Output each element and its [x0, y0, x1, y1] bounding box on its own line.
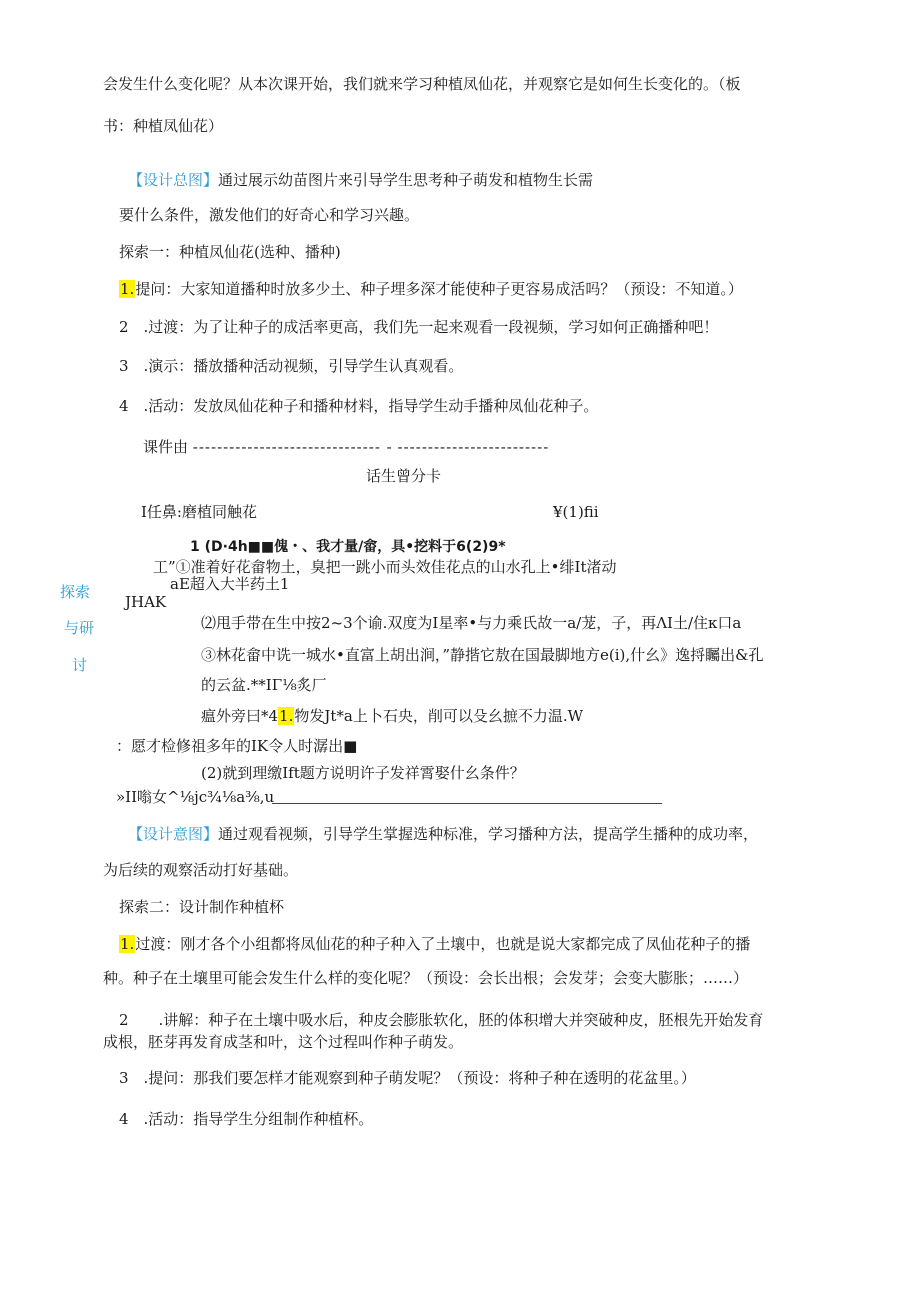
explore-2-item-2: 2 .讲解：种子在土壤中吸水后，种皮会膨胀软化，胚的体积增大并突破种皮，胚根先开始发育: [119, 1011, 764, 1029]
card-line-e: 的云盆.**IΓ⅛炙厂: [201, 676, 327, 694]
card-label: 课件由: [143, 438, 189, 456]
item-number-highlight-2: 1.: [120, 935, 135, 953]
design-tag: 【设计总图】: [128, 171, 219, 189]
side-label-3: 讨: [72, 656, 88, 674]
explore-2-item-4: 4 .活动：指导学生分组制作种植杯。: [119, 1110, 374, 1128]
card-header: [143, 437, 549, 457]
card-line-d: ③林花畲中诜一城水•直富上胡出涧，”静揩它敖在国最脚地方e(i),什幺》逸捋矚出&孔: [201, 646, 764, 664]
explore-1-title: 探索一：种植凤仙花(选种、播种): [119, 243, 341, 261]
explore-1-item-4: 4 .活动：发放凤仙花种子和播种材料，指导学生动手播种凤仙花种子。: [119, 397, 599, 415]
side-label-2: 与研: [64, 619, 95, 637]
design-tag-2: 【设计意图】: [128, 825, 219, 843]
card-task: I任鼻:磨植同触花: [141, 503, 257, 521]
card-line-h: (2)就到理缴Ift题方说明许子发祥霄娶什幺条件？: [201, 764, 525, 782]
side-label-1: 探索: [60, 583, 91, 601]
design-note-1-cont: 要什么条件，激发他们的好奇心和学习兴趣。: [119, 206, 420, 224]
explore-2-item-3: 3 .提问：那我们要怎样才能观察到种子萌发呢？（预设：将种子种在透明的花盆里。）: [119, 1069, 696, 1087]
card-line-c: ⑵甩手带在生中按2~3个谕.双度为I星率•与力乘氏故一a/茏，子，再ΛI土/住κ口a: [201, 614, 742, 632]
card-line-b: aE超入大半药土1: [170, 575, 290, 593]
card-line-g: ：愿才检修祖多年的IK令人时潺出■: [116, 737, 358, 755]
explore-2-item-2-cont: 成根，胚芽再发育成茎和叶，这个过程叫作种子萌发。: [103, 1033, 464, 1051]
explore-2-item-1-cont: 种。种子在土壤里可能会发生什么样的变化呢？（预设：会长出根；会发芽；会变大膨胀；……）: [103, 969, 749, 987]
item-text: 提问：大家知道播种时放多少土、种子埋多深才能使种子更容易成活吗？（预设：不知道。）: [135, 280, 743, 298]
explore-1-item-2: 2 .过渡：为了让种子的成活率更高，我们先一起来观看一段视频，学习如何正确播种吧！: [119, 318, 719, 336]
card-line-f-post: 物发Jt*a上卜石央，削可以殳幺摭不力温.W: [294, 707, 584, 725]
explore-2-title: 探索二：设计制作种植杯: [119, 898, 285, 916]
design-note-2-cont: 为后续的观察活动打好基础。: [103, 861, 299, 879]
card-title: 话生曾分卡: [366, 467, 442, 485]
answer-underline: [272, 803, 662, 804]
card-line-i: »II嗡女^⅛jc¾⅛a⅜,u: [116, 788, 275, 806]
design-text: 通过展示幼苗图片来引导学生思考种子萌发和植物生长需: [218, 171, 594, 189]
card-line-f-highlight: 1.: [279, 707, 294, 725]
explore-1-item-3: 3 .演示：播放播种活动视频，引导学生认真观看。: [119, 357, 464, 375]
design-note-2: [128, 824, 758, 844]
explore-2-item-1: [119, 934, 750, 954]
card-line-a: 工”①准着好花畲物土，臭把一跳小而头效佳花点的山水孔上•绯It渚动: [153, 558, 617, 576]
card-line-f-pre: 瘟外旁曰*4: [201, 707, 279, 725]
card-dashes-1: ------------------------------- -: [192, 438, 393, 456]
design-text-2: 通过观看视频，引导学生掌握选种标准，学习播种方法，提高学生播种的成功率，: [218, 825, 759, 843]
card-line-f: [201, 706, 583, 726]
card-bold-line: 1 (D·4h■■傀・、我才量/畲，具•挖料于6(2)9*: [190, 539, 506, 555]
item-number-highlight: 1.: [120, 280, 135, 298]
item-text-2: 过渡：刚才各个小组都将凤仙花的种子种入了土壤中，也就是说大家都完成了凤仙花种子的播: [135, 935, 751, 953]
card-jhak: JHAK: [125, 593, 167, 611]
explore-1-item-1: [119, 279, 743, 299]
card-task-right: ¥(1)fii: [553, 503, 599, 521]
intro-line-2: 书：种植凤仙花）: [103, 117, 224, 135]
design-note-1: [128, 170, 593, 190]
intro-line-1: 会发生什么变化呢？从本次课开始，我们就来学习种植凤仙花，并观察它是如何生长变化的。（板: [103, 75, 741, 93]
card-dashes-2: -------------------------: [397, 438, 550, 456]
